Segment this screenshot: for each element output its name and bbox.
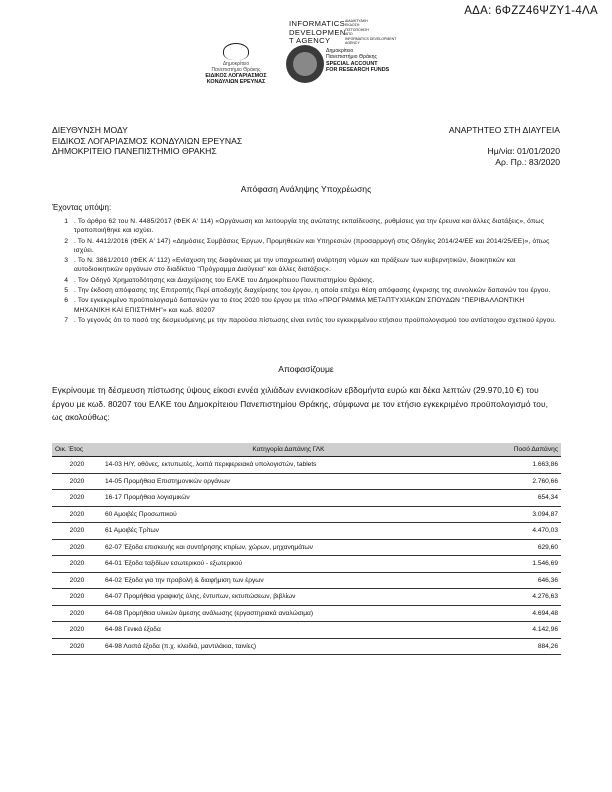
item-number: 2 — [64, 237, 68, 245]
informatics-certification-note — [345, 19, 405, 45]
cell-year: 2020 — [52, 473, 102, 490]
item-number: 3 — [64, 257, 68, 265]
logo-left-line-2: Πανεπιστήμιο Θράκης — [211, 67, 261, 73]
cell-year: 2020 — [52, 605, 102, 622]
decision-paragraph: Εγκρίνουμε τη δέσμευση πίστωσης ύψους είκοσι εννέα χιλιάδων εννιακοσίων εβδομήντα ευρώ και δέκα λεπτών (29.970,10 €) του έργου με κωδ. 80207 του ΕΛΚΕ του Δημοκρίτειου Πανεπιστημίου Θράκης, σύμφωνα με τον ετήσιο εγκεκριμένο προϋπολογισμό του, ως ακολούθως: — [52, 385, 549, 423]
table-row — [52, 506, 561, 523]
list-item — [50, 276, 562, 285]
header-category: Κατηγορία Δαπάνης ΓΛΚ — [102, 443, 475, 457]
table-row — [52, 523, 561, 540]
cell-category: 16-17 Προμήθεια λογισμικών — [102, 490, 475, 507]
logo-right-line-1: Δημοκρίτειο — [326, 48, 354, 54]
cell-amount: 4.276,63 — [475, 589, 561, 606]
cell-amount: 4.694,48 — [475, 605, 561, 622]
list-item — [50, 286, 562, 295]
informatics-line-2: DEVELOPMEN — [289, 27, 346, 37]
tiny-line: ΑΠΟ — [345, 32, 353, 37]
cell-category: 64-98 Λοιπά έξοδα (π.χ. κλειδιά, μαντιλάκια, ταινίες) — [102, 638, 475, 655]
cell-year: 2020 — [52, 638, 102, 655]
tiny-line: ΔΙΑΔΙΚΤΥΑΚΗ — [345, 19, 368, 23]
issuer-block — [52, 125, 242, 157]
cell-amount: 2.760,66 — [475, 473, 561, 490]
cell-category: 64-98 Γενικά έξοδα — [102, 622, 475, 639]
publish-notice: ΑΝΑΡΤΗΤΕΟ ΣΤΗ ΔΙΑΥΓΕΙΑ — [448, 125, 560, 135]
item-text: . Τον εγκεκριμένο προϋπολογισμό δαπανών για το έτος 2020 του έργου με τίτλο «ΠΡΟΓΡΑΜΜΑ ΜΕΤΑΠΤΥΧΙΑΚΩΝ ΣΠΟΥΔΩΝ "ΠΕΡΙΒΑΛΛΟΝΤΙΚΗ ΜΗΧΑΝΙΚΗ ΚΑΙ ΕΠΙΣΤΗΜΗ"» και κωδ. 80207 — [74, 297, 525, 314]
elke-emblem-icon — [223, 43, 249, 60]
cell-category: 60 Αμοιβές Προσωπικού — [102, 506, 475, 523]
item-text: . Το Ν. 3861/2010 (ΦΕΚ Α' 112) «Ενίσχυση της διαφάνειας με την υποχρεωτική ανάρτηση νόμων και πράξεων των κυβερνητικών, διοικητικών και αυτοδιοικητικών οργάνων στο διαδίκτυο "Πρόγραμμα Διαύγεια" και άλλες διατάξεις». — [74, 257, 516, 274]
informatics-line-1: INFORMATICS — [289, 19, 346, 28]
issuer-line-2: ΕΙΔΙΚΟΣ ΛΟΓΑΡΙΑΣΜΟΣ ΚΟΝΔΥΛΙΩΝ ΕΡΕΥΝΑΣ — [52, 135, 243, 146]
item-text: . Την έκδοση απόφασης της Επιτροπής Περί αποδοχής διαχείρισης του έργου, η οποία επέχει θέση απόφασης έγκρισης της συνολικών δαπανών του έργου. — [74, 287, 551, 295]
cell-amount: 654,34 — [475, 490, 561, 507]
tiny-line: ΕΚΔΟΣΗ — [345, 23, 360, 28]
item-text: . Το άρθρο 62 του Ν. 4485/2017 (ΦΕΚ Α' 114) «Οργάνωση και λειτουργία της ανώτατης εκπαίδευσης, ρυθμίσεις για την έρευνα και άλλες διατάξεις», όπως τροποποιήθηκε και ισχύει. — [74, 218, 545, 235]
document-date: Ημ/νία: 01/01/2020 — [487, 146, 560, 156]
item-text: . Το Ν. 4412/2016 (ΦΕΚ Α' 147) «Δημόσιες Συμβάσεις Έργων, Προμηθειών και Υπηρεσιών (προσαρμογή στις Οδηγίες 2014/24/ΕΕ και 2014/25/ΕΕ)», όπως ισχύει. — [74, 237, 550, 254]
cell-amount: 629,60 — [475, 539, 561, 556]
cell-category: 14-05 Προμήθεια Επιστημονικών οργάνων — [102, 473, 475, 490]
cell-category: 62-07 Έξοδα επισκευής και συντήρησης κτιρίων, χώρων, μηχανημάτων — [102, 539, 475, 556]
special-account-logo — [326, 48, 389, 74]
list-item — [50, 237, 562, 256]
list-item — [50, 296, 562, 315]
cell-category: 61 Αμοιβές Τρίτων — [102, 523, 475, 540]
cell-year: 2020 — [52, 457, 102, 474]
cell-category: 14-03 Η/Υ, οθόνες, εκτυπωτές, λοιπά περιφερειακά υπολογιστών, tablets — [102, 457, 475, 474]
item-number: 6 — [64, 297, 68, 305]
cell-category: 64-01 Έξοδα ταξιδίων εσωτερικού - εξωτερικού — [102, 556, 475, 573]
cell-category: 64-08 Προμήθεια υλικών άμεσης ανάλωσης (εργαστηριακά αναλώσιμα) — [102, 605, 475, 622]
cell-year: 2020 — [52, 506, 102, 523]
cell-amount: 884,26 — [475, 638, 561, 655]
cell-amount: 1.663,86 — [475, 457, 561, 474]
informatics-logo — [289, 20, 346, 46]
logo-right-line-2: Πανεπιστήμιο Θράκης — [326, 54, 377, 61]
logo-left-bold-1: ΕΙΔΙΚΟΣ ΛΟΓΑΡΙΑΣΜΟΣ — [205, 73, 267, 79]
table-row — [52, 572, 561, 589]
page-title: Απόφαση Ανάληψης Υποχρέωσης — [240, 184, 372, 194]
cell-category: 64-07 Προμήθεια γραφικής ύλης, έντυπων, εκτυπώσεων, βιβλίων — [102, 589, 475, 606]
item-text: . Το γεγονός ότι το ποσό της δεσμευόμενης με την παρούσα πίστωσης είναι εντός του εγκεκριμένου ετήσιου προϋπολογισμού του αντίστοιχου σχετικού έργου. — [74, 316, 557, 324]
cell-amount: 1.546,69 — [475, 556, 561, 573]
ada-code: ΑΔΑ: 6ΦΖΖ46ΨΖΥ1-4ΛΑ — [464, 5, 598, 17]
table-header-row — [52, 443, 561, 457]
tiny-line: AGENCY — [345, 41, 360, 46]
cell-category: 64-02 Έξοδα για την προβολή & διαφήμιση των έργων — [102, 572, 475, 589]
item-number: 7 — [64, 316, 68, 324]
informatics-line-3: T AGENCY — [289, 36, 331, 46]
table-row — [52, 473, 561, 490]
table-row — [52, 457, 561, 474]
item-text: . Τον Οδηγό Χρηματοδότησης και Διαχείρισης του ΕΛΚΕ του Δημοκρίτειου Πανεπιστημίου Θράκης. — [74, 276, 375, 284]
issuer-line-1: ΔΙΕΥΘΥΝΣΗ ΜΟΔΥ — [52, 125, 128, 135]
list-item — [50, 316, 562, 325]
table-row — [52, 622, 561, 639]
considerations-intro: Έχοντας υπόψη: — [52, 203, 112, 212]
table-row — [52, 539, 561, 556]
list-item — [50, 217, 562, 236]
cell-year: 2020 — [52, 622, 102, 639]
considerations-list — [50, 217, 562, 326]
table-row — [52, 589, 561, 606]
logo-left-bold-2: ΚΟΝΔΥΛΙΩΝ ΕΡΕΥΝΑΣ — [206, 79, 266, 85]
cell-year: 2020 — [52, 490, 102, 507]
item-number: 1 — [64, 218, 68, 225]
cell-amount: 4.142,96 — [475, 622, 561, 639]
tiny-line: ΠΙΣΤΟΠΟΙΗΣΗ — [345, 27, 369, 32]
logo-right-bold-2: FOR RESEARCH FUNDS — [326, 67, 390, 74]
protocol-number: Αρ. Πρ.: 83/2020 — [495, 156, 560, 167]
decision-heading: Αποφασίζουμε — [278, 364, 334, 374]
budget-table — [52, 443, 561, 655]
cell-amount: 646,36 — [475, 572, 561, 589]
cell-year: 2020 — [52, 556, 102, 573]
cell-year: 2020 — [52, 523, 102, 540]
header-amount: Ποσό Δαπάνης — [475, 443, 561, 457]
cell-year: 2020 — [52, 589, 102, 606]
cell-amount: 3.094,87 — [475, 506, 561, 523]
cell-year: 2020 — [52, 572, 102, 589]
meta-block — [449, 125, 560, 167]
header-year: Οικ. Έτος — [52, 443, 102, 457]
university-seal-icon — [286, 45, 324, 83]
list-item — [50, 256, 562, 275]
table-row — [52, 490, 561, 507]
cell-amount: 4.470,03 — [475, 523, 561, 540]
elke-logo — [190, 43, 282, 85]
logo-left-line-1: Δημοκρίτειο — [222, 61, 250, 67]
logo-right-bold-1: SPECIAL ACCOUNT — [326, 60, 378, 67]
item-number: 4 — [64, 276, 68, 284]
tiny-line: INFORMATICS DEVELOPMENT — [345, 36, 397, 41]
table-row — [52, 638, 561, 655]
item-number: 5 — [64, 287, 68, 295]
table-row — [52, 556, 561, 573]
table-row — [52, 605, 561, 622]
issuer-line-3: ΔΗΜΟΚΡΙΤΕΙΟ ΠΑΝΕΠΙΣΤΗΜΙΟ ΘΡΑΚΗΣ — [52, 146, 217, 156]
cell-year: 2020 — [52, 539, 102, 556]
